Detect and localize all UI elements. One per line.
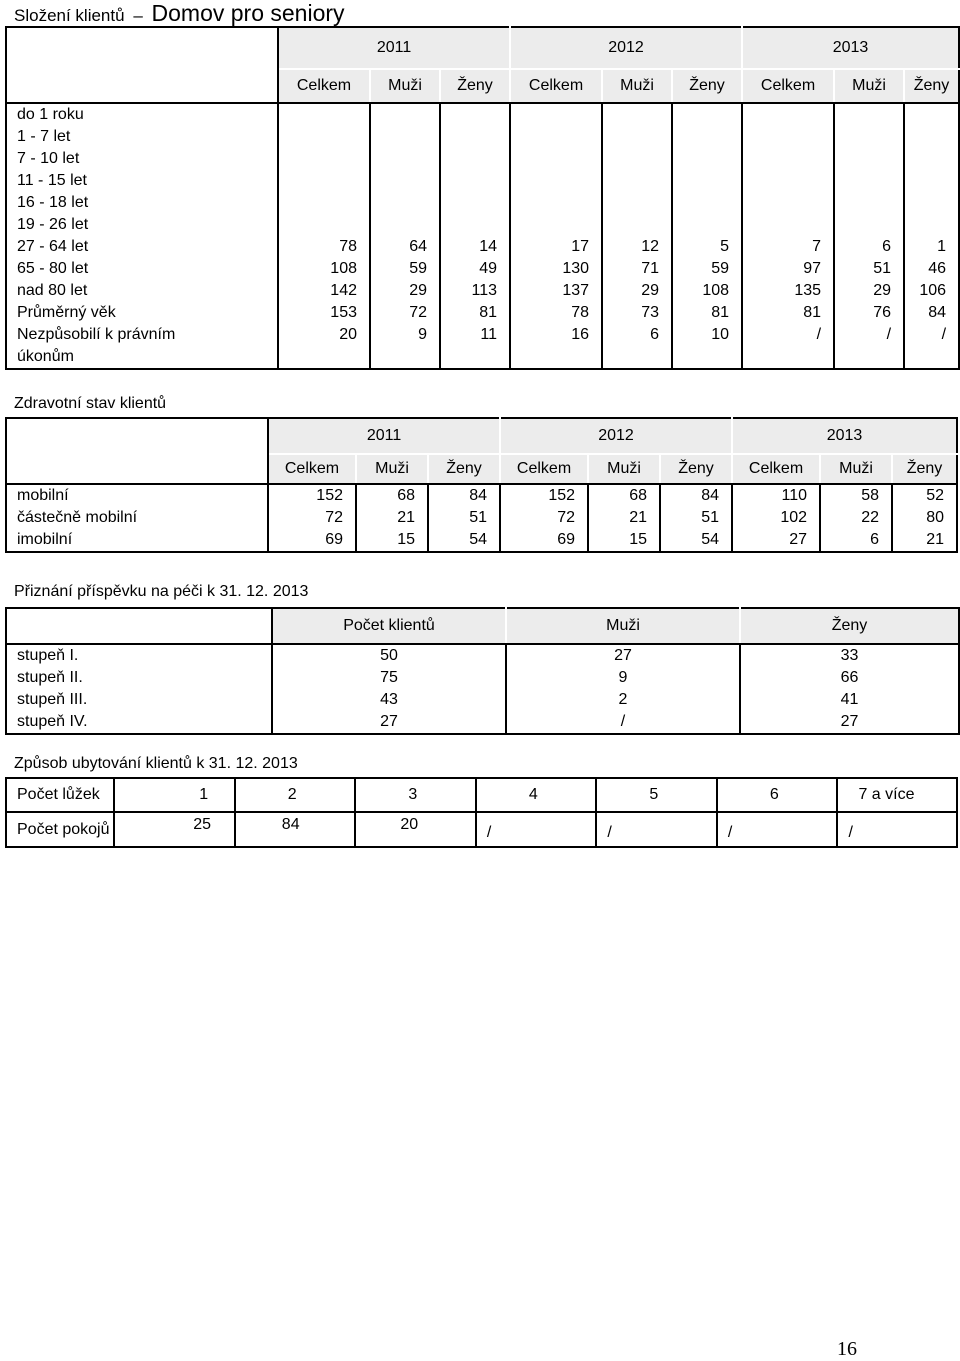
row-label: 27 - 64 let [6, 236, 278, 258]
row-label-beds: Počet lůžek [17, 786, 100, 803]
housing-section-title: Způsob ubytování klientů k 31. 12. 2013 [14, 755, 298, 772]
table-row [6, 280, 959, 302]
beds-value: 2 [287, 786, 297, 803]
table-cell: 81 [672, 302, 742, 324]
rooms-value: / [607, 823, 612, 841]
sub-header: Celkem [732, 454, 820, 484]
rooms-value: 20 [400, 815, 419, 833]
year-header: 2012 [510, 27, 742, 69]
table-cell: 14 [440, 236, 510, 258]
sub-header: Muži [370, 69, 440, 103]
table-cell [370, 103, 440, 126]
rooms-cell [596, 812, 717, 847]
table-cell: 130 [510, 258, 602, 280]
table-cell: 152 [500, 484, 588, 507]
table-cell: 6 [602, 324, 672, 369]
table-cell: 51 [834, 258, 904, 280]
table-cell: 108 [278, 258, 370, 280]
table-cell: 64 [370, 236, 440, 258]
table-cell: / [506, 711, 740, 734]
table-cell: 72 [325, 509, 343, 526]
row-label: stupeň II. [6, 667, 272, 689]
table-cell: 21 [892, 529, 957, 552]
table-row [6, 484, 957, 507]
table-cell [602, 126, 672, 148]
care-header: Počet klientů [272, 608, 506, 644]
table-cell: 106 [904, 280, 959, 302]
care-header: Ženy [740, 608, 959, 644]
corner-cell [6, 418, 268, 484]
table-cell: 27 [506, 644, 740, 667]
rooms-cell [476, 812, 597, 847]
table-cell: 12 [602, 236, 672, 258]
sub-header: Ženy [672, 69, 742, 103]
table-cell: 6 [834, 236, 904, 258]
table-cell: 59 [672, 258, 742, 280]
table-cell [742, 192, 834, 214]
beds-value: 4 [528, 786, 538, 803]
health-section-title: Zdravotní stav klientů [14, 395, 167, 412]
table-cell: 5 [672, 236, 742, 258]
beds-cell [837, 778, 957, 812]
sub-header: Ženy [440, 69, 510, 103]
sub-header: Muži [588, 454, 660, 484]
table-cell [370, 170, 440, 192]
table-cell: / [742, 324, 834, 369]
table-row [6, 148, 959, 170]
table-cell [834, 126, 904, 148]
table-cell [834, 103, 904, 126]
beds-cell [476, 778, 597, 812]
table-cell: 33 [740, 644, 959, 667]
care-allowance-table [5, 607, 960, 735]
table-cell: 22 [820, 507, 892, 529]
row-label: stupeň III. [6, 689, 272, 711]
sub-header: Ženy [904, 69, 959, 103]
table-cell: 50 [380, 647, 398, 664]
table-cell: 76 [834, 302, 904, 324]
table-cell: 51 [660, 507, 732, 529]
table-cell: 110 [732, 484, 820, 507]
table-row [6, 192, 959, 214]
health-status-table [5, 417, 958, 553]
table-cell [510, 214, 602, 236]
table-cell: 2 [506, 689, 740, 711]
table-cell [370, 126, 440, 148]
sub-header: Ženy [428, 454, 500, 484]
table-row [6, 667, 959, 689]
table-cell: 7 [742, 236, 834, 258]
sub-header: Celkem [278, 69, 370, 103]
table-cell [440, 103, 510, 126]
table-cell: 29 [602, 280, 672, 302]
title-name: Domov pro seniory [151, 0, 345, 26]
rooms-value: / [727, 823, 733, 841]
care-section-title: Přiznání příspěvku na péči k 31. 12. 2013 [14, 583, 309, 600]
row-label: imobilní [6, 529, 268, 552]
table-cell: / [904, 324, 959, 369]
table-cell [440, 214, 510, 236]
table-cell: 29 [370, 280, 440, 302]
row-label: stupeň I. [6, 644, 272, 667]
table-row [6, 258, 959, 280]
table-cell [602, 103, 672, 126]
table-cell [370, 214, 440, 236]
table-cell: 80 [892, 507, 957, 529]
table-cell [440, 148, 510, 170]
table-cell: 153 [278, 302, 370, 324]
table-cell: 15 [588, 529, 660, 552]
page-title [14, 2, 345, 27]
sub-header: Muži [602, 69, 672, 103]
table-cell: 69 [325, 531, 343, 548]
table-cell: 73 [602, 302, 672, 324]
table-cell: 17 [510, 236, 602, 258]
row-label: stupeň IV. [6, 711, 272, 734]
sub-header: Muži [834, 69, 904, 103]
beds-cell [717, 778, 838, 812]
table-cell: 137 [510, 280, 602, 302]
year-header: 2013 [742, 27, 959, 69]
table-cell [510, 103, 602, 126]
rooms-value: 25 [193, 815, 212, 833]
table-cell: 135 [742, 280, 834, 302]
table-cell [742, 214, 834, 236]
title-prefix: Složení klientů [14, 6, 125, 25]
table-cell: 27 [740, 711, 959, 734]
sub-header: Celkem [510, 69, 602, 103]
table-cell: 68 [356, 484, 428, 507]
corner-cell [6, 608, 272, 644]
sub-header: Ženy [892, 454, 957, 484]
table-cell: 78 [278, 236, 370, 258]
row-label: 7 - 10 let [6, 148, 278, 170]
table-cell [278, 103, 370, 126]
beds-cell [596, 778, 717, 812]
beds-value: 1 [199, 786, 209, 803]
table-cell: 10 [672, 324, 742, 369]
year-header: 2011 [268, 418, 500, 454]
year-header: 2013 [732, 418, 957, 454]
table-row [6, 103, 959, 126]
table-cell [904, 170, 959, 192]
table-cell: 58 [820, 484, 892, 507]
table-cell: 41 [740, 689, 959, 711]
row-label-rooms: Počet pokojů [6, 812, 114, 847]
table-row [6, 324, 959, 369]
table-cell: 59 [370, 258, 440, 280]
table-cell: 69 [500, 529, 588, 552]
table-cell: 81 [440, 302, 510, 324]
table-row [6, 529, 957, 552]
table-cell: 108 [672, 280, 742, 302]
table-cell: 152 [316, 487, 343, 504]
table-row [6, 711, 959, 734]
table-cell: 27 [380, 713, 398, 730]
table-cell: 81 [742, 302, 834, 324]
row-label: 1 - 7 let [6, 126, 278, 148]
title-dash: – [133, 6, 143, 25]
table-cell [440, 170, 510, 192]
rooms-cell [717, 812, 838, 847]
rooms-value: / [848, 823, 853, 841]
table-cell [510, 170, 602, 192]
table-cell [834, 214, 904, 236]
rooms-value: / [486, 823, 492, 841]
rooms-cell [837, 812, 957, 847]
care-header: Muži [506, 608, 740, 644]
table-row [6, 689, 959, 711]
table-cell [672, 126, 742, 148]
table-cell: 6 [820, 529, 892, 552]
table-cell [278, 148, 370, 170]
table-cell: 142 [278, 280, 370, 302]
table-cell [440, 192, 510, 214]
table-cell [904, 126, 959, 148]
table-cell [834, 170, 904, 192]
table-cell: 72 [370, 302, 440, 324]
table-cell: 78 [510, 302, 602, 324]
table-cell [904, 148, 959, 170]
year-header: 2011 [278, 27, 510, 69]
beds-cell [235, 778, 356, 812]
table-cell: 46 [904, 258, 959, 280]
corner-cell [6, 27, 278, 103]
table-cell [672, 103, 742, 126]
table-row [6, 170, 959, 192]
rooms-cell [114, 812, 235, 847]
row-label: Nezpůsobilí k právním úkonům [6, 324, 278, 369]
table-cell: 84 [904, 302, 959, 324]
table-cell [672, 192, 742, 214]
table-cell: 51 [428, 507, 500, 529]
rooms-cell [235, 812, 356, 847]
table-cell: 68 [588, 484, 660, 507]
table-cell [742, 126, 834, 148]
table-cell: 27 [732, 529, 820, 552]
table-cell [904, 103, 959, 126]
rooms-value: 84 [281, 815, 300, 833]
row-label: do 1 roku [6, 103, 278, 126]
table-cell: 9 [370, 324, 440, 369]
table-cell [440, 126, 510, 148]
table-cell [742, 103, 834, 126]
table-cell: 84 [660, 484, 732, 507]
table-cell: / [834, 324, 904, 369]
table-cell: 9 [506, 667, 740, 689]
table-cell [672, 170, 742, 192]
page-number: 16 [837, 1338, 857, 1360]
table-cell: 29 [834, 280, 904, 302]
sub-header: Celkem [742, 69, 834, 103]
table-cell [672, 214, 742, 236]
table-cell [834, 148, 904, 170]
table-cell [834, 192, 904, 214]
table-cell [742, 170, 834, 192]
sub-header: Muži [356, 454, 428, 484]
table-row [6, 126, 959, 148]
beds-value: 6 [769, 786, 779, 803]
row-label: 16 - 18 let [6, 192, 278, 214]
table-cell: 21 [356, 507, 428, 529]
sub-header: Celkem [500, 454, 588, 484]
table-cell: 52 [892, 484, 957, 507]
year-header: 2012 [500, 418, 732, 454]
table-cell: 97 [742, 258, 834, 280]
beds-cell [355, 778, 476, 812]
table-cell [602, 192, 672, 214]
beds-value: 5 [649, 786, 659, 803]
sub-header: Celkem [268, 454, 356, 484]
table-cell [672, 148, 742, 170]
table-cell: 11 [440, 324, 510, 369]
table-cell [510, 192, 602, 214]
beds-value: 3 [408, 786, 418, 803]
row-label: mobilní [6, 484, 268, 507]
beds-cell [114, 778, 235, 812]
table-cell [278, 126, 370, 148]
table-row [6, 214, 959, 236]
table-cell [602, 148, 672, 170]
sub-header: Muži [820, 454, 892, 484]
row-label: nad 80 let [6, 280, 278, 302]
table-row [6, 644, 959, 667]
row-label: 11 - 15 let [6, 170, 278, 192]
rooms-cell [355, 812, 476, 847]
table-cell: 102 [732, 507, 820, 529]
beds-value: 7 a více [858, 786, 915, 803]
table-cell [510, 148, 602, 170]
table-cell [602, 214, 672, 236]
table-row [6, 507, 957, 529]
table-cell: 16 [510, 324, 602, 369]
row-label: 65 - 80 let [6, 258, 278, 280]
table-cell [278, 170, 370, 192]
table-row [6, 302, 959, 324]
table-cell: 1 [904, 236, 959, 258]
table-cell: 54 [660, 529, 732, 552]
housing-table [5, 777, 958, 848]
table-cell [904, 192, 959, 214]
table-cell: 71 [602, 258, 672, 280]
table-cell [510, 126, 602, 148]
table-cell: 113 [440, 280, 510, 302]
table-cell: 21 [588, 507, 660, 529]
table-cell [370, 192, 440, 214]
table-cell: 75 [380, 669, 398, 686]
sub-header: Ženy [660, 454, 732, 484]
row-label: Průměrný věk [6, 302, 278, 324]
table-cell: 20 [278, 324, 370, 369]
table-cell [370, 148, 440, 170]
table-cell: 43 [380, 691, 398, 708]
table-cell [278, 192, 370, 214]
row-label: 19 - 26 let [6, 214, 278, 236]
table-cell [742, 148, 834, 170]
table-cell: 54 [428, 529, 500, 552]
table-cell: 15 [356, 529, 428, 552]
table-cell: 49 [440, 258, 510, 280]
table-cell [602, 170, 672, 192]
table-cell [904, 214, 959, 236]
table-cell: 72 [500, 507, 588, 529]
table-cell [278, 214, 370, 236]
table-row [6, 236, 959, 258]
table-cell: 66 [740, 667, 959, 689]
age-composition-table [5, 26, 960, 370]
row-label: částečně mobilní [6, 507, 268, 529]
table-cell: 84 [428, 484, 500, 507]
